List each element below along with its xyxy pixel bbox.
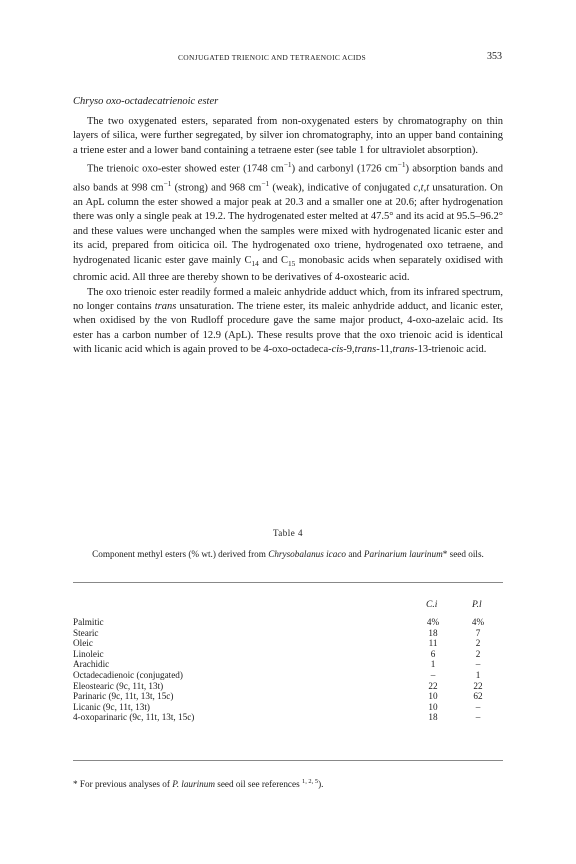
text-run: The two oxygenated esters, separated from non-oxygenated esters by chromatography on thin layers of silica, were further segregated, by silver ion chromatography, into an upper band containing a triene ester and a lower band containing a tetraene ester (see table 1 for ultraviolet absorption). — [73, 116, 503, 156]
text-run: Component methyl esters (% wt.) derived from — [92, 549, 269, 559]
text-run: ) and carbonyl (1726 cm — [291, 163, 398, 175]
ester-name-cell: Eleostearic (9c, 11t, 13t) — [73, 680, 164, 691]
text-run: 1, 2, 5 — [301, 778, 319, 785]
ester-name-cell: Palmitic — [73, 617, 104, 627]
text-run: 14 — [251, 258, 259, 268]
ci-value-cell: 22 — [428, 680, 438, 691]
paragraph — [73, 158, 503, 285]
text-run: trans — [154, 300, 177, 312]
table-row — [73, 702, 503, 713]
pl-value-cell: – — [475, 712, 481, 723]
text-run: −1 — [163, 179, 172, 189]
ci-value-cell: 4% — [426, 617, 440, 627]
ci-value-cell: 1 — [430, 659, 436, 670]
pl-value-cell: 2 — [475, 648, 481, 659]
text-run: * seed oils. — [442, 549, 484, 559]
text-run: -13-trienoic acid. — [414, 344, 487, 356]
text-run: unsaturation. On an ApL column the ester showed a major peak at 20.3 and a smaller one at 20.6; after hydrogenation there was only a single peak at 19.2. The hydrogenated ester melted at 47.5° and its acid at 95.5–96.2° and these values were unchanged when the samples were mixed with hydrogenated licanic ester and its acid, prepared from oiticica oil. The hydrogenated oxo triene, hydrogenated oxo tetraene, and hydrogenated licanic ester gave mainly C — [73, 182, 503, 266]
text-run: ) absorption bands and also bands at 998 cm — [73, 163, 504, 194]
table-row — [73, 617, 503, 628]
text-run: c,t,t — [413, 182, 430, 194]
table-row — [73, 649, 503, 660]
text-run: unsaturation. The triene ester, its maleic anhydride adduct, and licanic ester, when oxidised by the von Rudloff procedure gave the same major product, 4-oxo-azelaic acid. Its ester has a carbon number of 12.9 (ApL). These results prove that the oxo trienoic acid is identical with licanic acid which is again proved to be 4-oxo-octadeca- — [73, 300, 503, 356]
ester-name-cell: Octadecadienoic (conjugated) — [73, 669, 183, 680]
text-run: (weak), indicative of conjugated — [269, 182, 414, 194]
pl-value-cell: – — [475, 701, 481, 712]
ci-value-cell: 18 — [428, 712, 438, 723]
table-row — [73, 628, 503, 639]
text-run: −1 — [261, 179, 270, 189]
paragraph — [73, 286, 503, 358]
table-bottom-rule — [73, 760, 503, 761]
text-run: P. laurinum — [172, 779, 215, 790]
text-run: −1 — [283, 160, 292, 170]
ci-value-cell: 6 — [430, 648, 436, 659]
column-header-pl: P.l — [472, 600, 482, 610]
body-text — [73, 115, 503, 358]
ester-table-body — [73, 617, 503, 723]
table-label: Table 4 — [272, 528, 304, 538]
text-run: -11, — [376, 344, 393, 356]
text-run: seed oil see references — [214, 779, 302, 790]
text-run: 15 — [288, 258, 296, 268]
text-run: Parinarium laurinum — [363, 549, 443, 559]
pl-value-cell: 62 — [473, 691, 483, 702]
running-head: CONJUGATED TRIENOIC AND TETRAENOIC ACIDS — [178, 53, 366, 62]
ester-name-cell: 4-oxoparinaric (9c, 11t, 13t, 15c) — [73, 712, 195, 723]
table-row — [73, 691, 503, 702]
text-run: Chrysobalanus icaco — [268, 549, 347, 559]
pl-value-cell: 2 — [475, 638, 481, 649]
text-run: −1 — [397, 160, 406, 170]
table-top-rule — [73, 582, 503, 583]
column-header-ci: C.i — [426, 600, 438, 610]
text-run: ). — [318, 779, 324, 790]
ester-name-cell: Oleic — [73, 638, 93, 649]
ci-value-cell: 18 — [428, 627, 438, 638]
pl-value-cell: 1 — [475, 669, 481, 680]
text-run: The oxo trienoic ester readily formed a maleic anhydride adduct which, from its infrared spectrum, no longer contains — [73, 286, 503, 312]
ester-name-cell: Stearic — [73, 627, 99, 638]
ci-value-cell: 10 — [428, 691, 438, 702]
table-caption — [73, 549, 503, 561]
page-number: 353 — [487, 51, 502, 62]
ci-value-cell: 10 — [428, 701, 438, 712]
text-run: and C — [258, 254, 288, 266]
text-run: monobasic acids when separately oxidised with chromic acid. All three are thereby shown to be derivatives of 4-oxostearic acid. — [73, 254, 503, 284]
paragraph — [73, 115, 503, 158]
footnote — [73, 778, 323, 789]
pl-value-cell: 22 — [473, 680, 483, 691]
text-run: -9, — [343, 344, 355, 356]
ester-name-cell: Parinaric (9c, 11t, 13t, 15c) — [73, 691, 174, 702]
table-row — [73, 681, 503, 692]
ester-table — [73, 617, 503, 723]
pl-value-cell: 4% — [471, 617, 485, 627]
text-run: (strong) and 968 cm — [171, 182, 262, 194]
text-run: The trienoic oxo-ester showed ester (1748 cm — [87, 163, 284, 175]
ci-value-cell: – — [430, 669, 436, 680]
ci-value-cell: 11 — [428, 638, 438, 649]
section-heading: Chryso oxo-octadecatrienoic ester — [73, 96, 219, 107]
table-row — [73, 670, 503, 681]
ester-name-cell: Linoleic — [73, 648, 104, 659]
pl-value-cell: 7 — [475, 627, 481, 638]
text-run: * For previous analyses of — [73, 779, 173, 790]
table-row — [73, 712, 503, 723]
text-run: trans — [354, 344, 377, 356]
table-row — [73, 638, 503, 649]
table-row — [73, 659, 503, 670]
text-run: and — [346, 549, 364, 559]
text-run: cis — [331, 344, 344, 356]
ester-name-cell: Licanic (9c, 11t, 13t) — [73, 701, 150, 712]
text-run: trans — [392, 344, 415, 356]
ester-name-cell: Arachidic — [73, 659, 110, 670]
pl-value-cell: – — [475, 659, 481, 670]
